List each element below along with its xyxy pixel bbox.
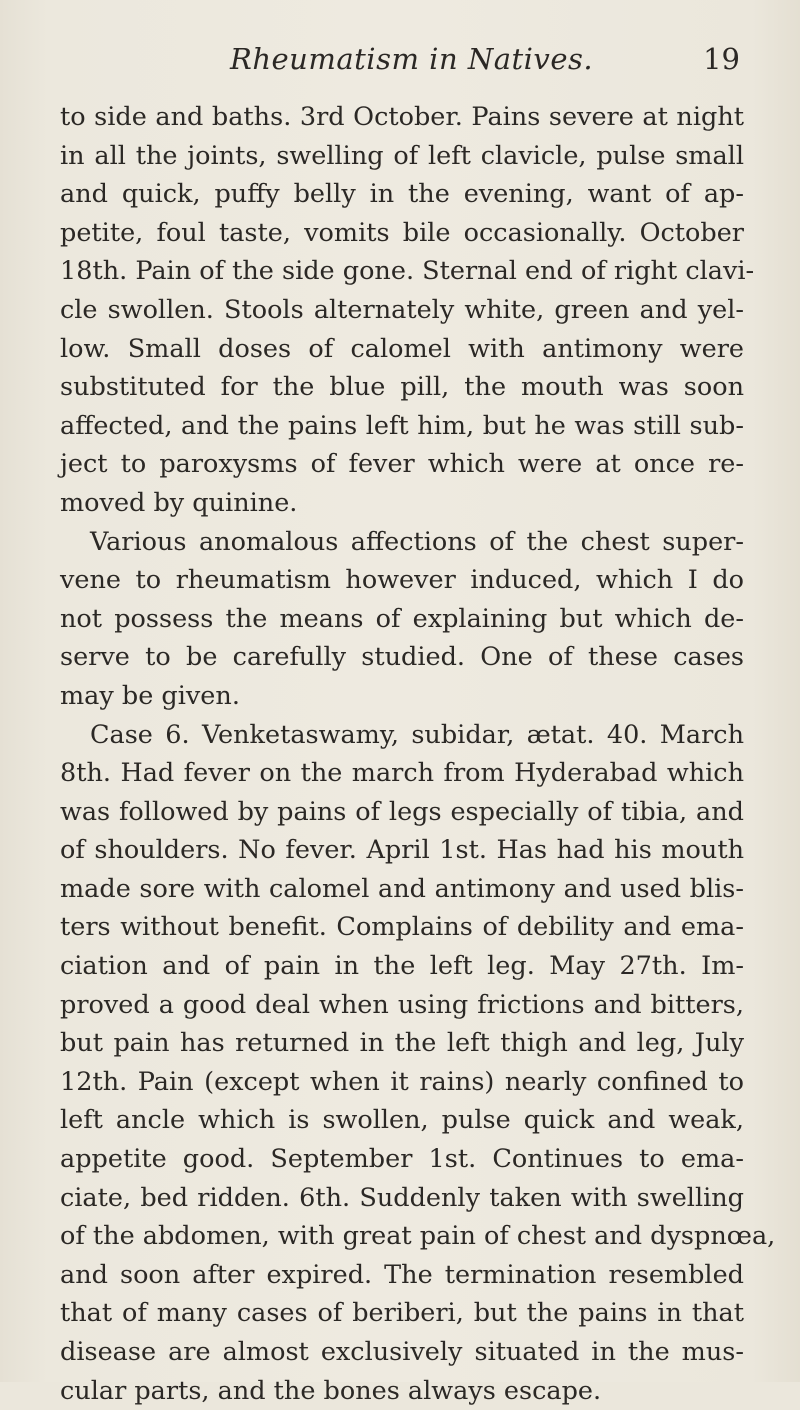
page-header (230, 42, 740, 82)
page-number: 19 (703, 42, 740, 76)
text-line: Various anomalous affections of the chest super- (60, 523, 744, 562)
paragraph (60, 716, 744, 1410)
text-line: in all the joints, swelling of left clavicle, pulse small (60, 137, 744, 176)
text-line: and quick, puffy belly in the evening, want of ap- (60, 175, 744, 214)
running-title: Rheumatism in Natives. (230, 42, 593, 76)
body-text (60, 98, 744, 1410)
text-line: ciate, bed ridden. 6th. Suddenly taken with swelling (60, 1179, 744, 1218)
text-line: left ancle which is swollen, pulse quick and weak, (60, 1101, 744, 1140)
text-line: may be given. (60, 677, 744, 716)
text-line: ciation and of pain in the left leg. May 27th. Im- (60, 947, 744, 986)
text-line: 18th. Pain of the side gone. Sternal end of right clavi- (60, 252, 744, 291)
text-line: to side and baths. 3rd October. Pains severe at night (60, 98, 744, 137)
text-line: moved by quinine. (60, 484, 744, 523)
text-line: 8th. Had fever on the march from Hyderabad which (60, 754, 744, 793)
text-line: affected, and the pains left him, but he was still sub- (60, 407, 744, 446)
text-line: of shoulders. No fever. April 1st. Has had his mouth (60, 831, 744, 870)
text-line: that of many cases of beriberi, but the pains in that (60, 1294, 744, 1333)
text-line: serve to be carefully studied. One of these cases (60, 638, 744, 677)
text-line: substituted for the blue pill, the mouth was soon (60, 368, 744, 407)
text-line: made sore with calomel and antimony and used blis- (60, 870, 744, 909)
text-line: ters without benefit. Complains of debility and ema- (60, 908, 744, 947)
text-line: disease are almost exclusively situated in the mus- (60, 1333, 744, 1372)
text-line: appetite good. September 1st. Continues to ema- (60, 1140, 744, 1179)
paragraph (60, 523, 744, 716)
text-line: 12th. Pain (except when it rains) nearly confined to (60, 1063, 744, 1102)
text-line: low. Small doses of calomel with antimony were (60, 330, 744, 369)
text-line: but pain has returned in the left thigh and leg, July (60, 1024, 744, 1063)
text-line: cle swollen. Stools alternately white, green and yel- (60, 291, 744, 330)
text-line: not possess the means of explaining but which de- (60, 600, 744, 639)
text-line: Case 6. Venketaswamy, subidar, ætat. 40. March (60, 716, 744, 755)
text-line: of the abdomen, with great pain of chest and dyspnœa, (60, 1217, 744, 1256)
text-line: ject to paroxysms of fever which were at once re- (60, 445, 744, 484)
text-line: proved a good deal when using frictions and bitters, (60, 986, 744, 1025)
text-line: vene to rheumatism however induced, which I do (60, 561, 744, 600)
paragraph (60, 98, 744, 523)
text-line: cular parts, and the bones always escape. (60, 1372, 744, 1410)
text-line: was followed by pains of legs especially of tibia, and (60, 793, 744, 832)
text-line: and soon after expired. The termination resembled (60, 1256, 744, 1295)
text-line: petite, foul taste, vomits bile occasionally. October (60, 214, 744, 253)
